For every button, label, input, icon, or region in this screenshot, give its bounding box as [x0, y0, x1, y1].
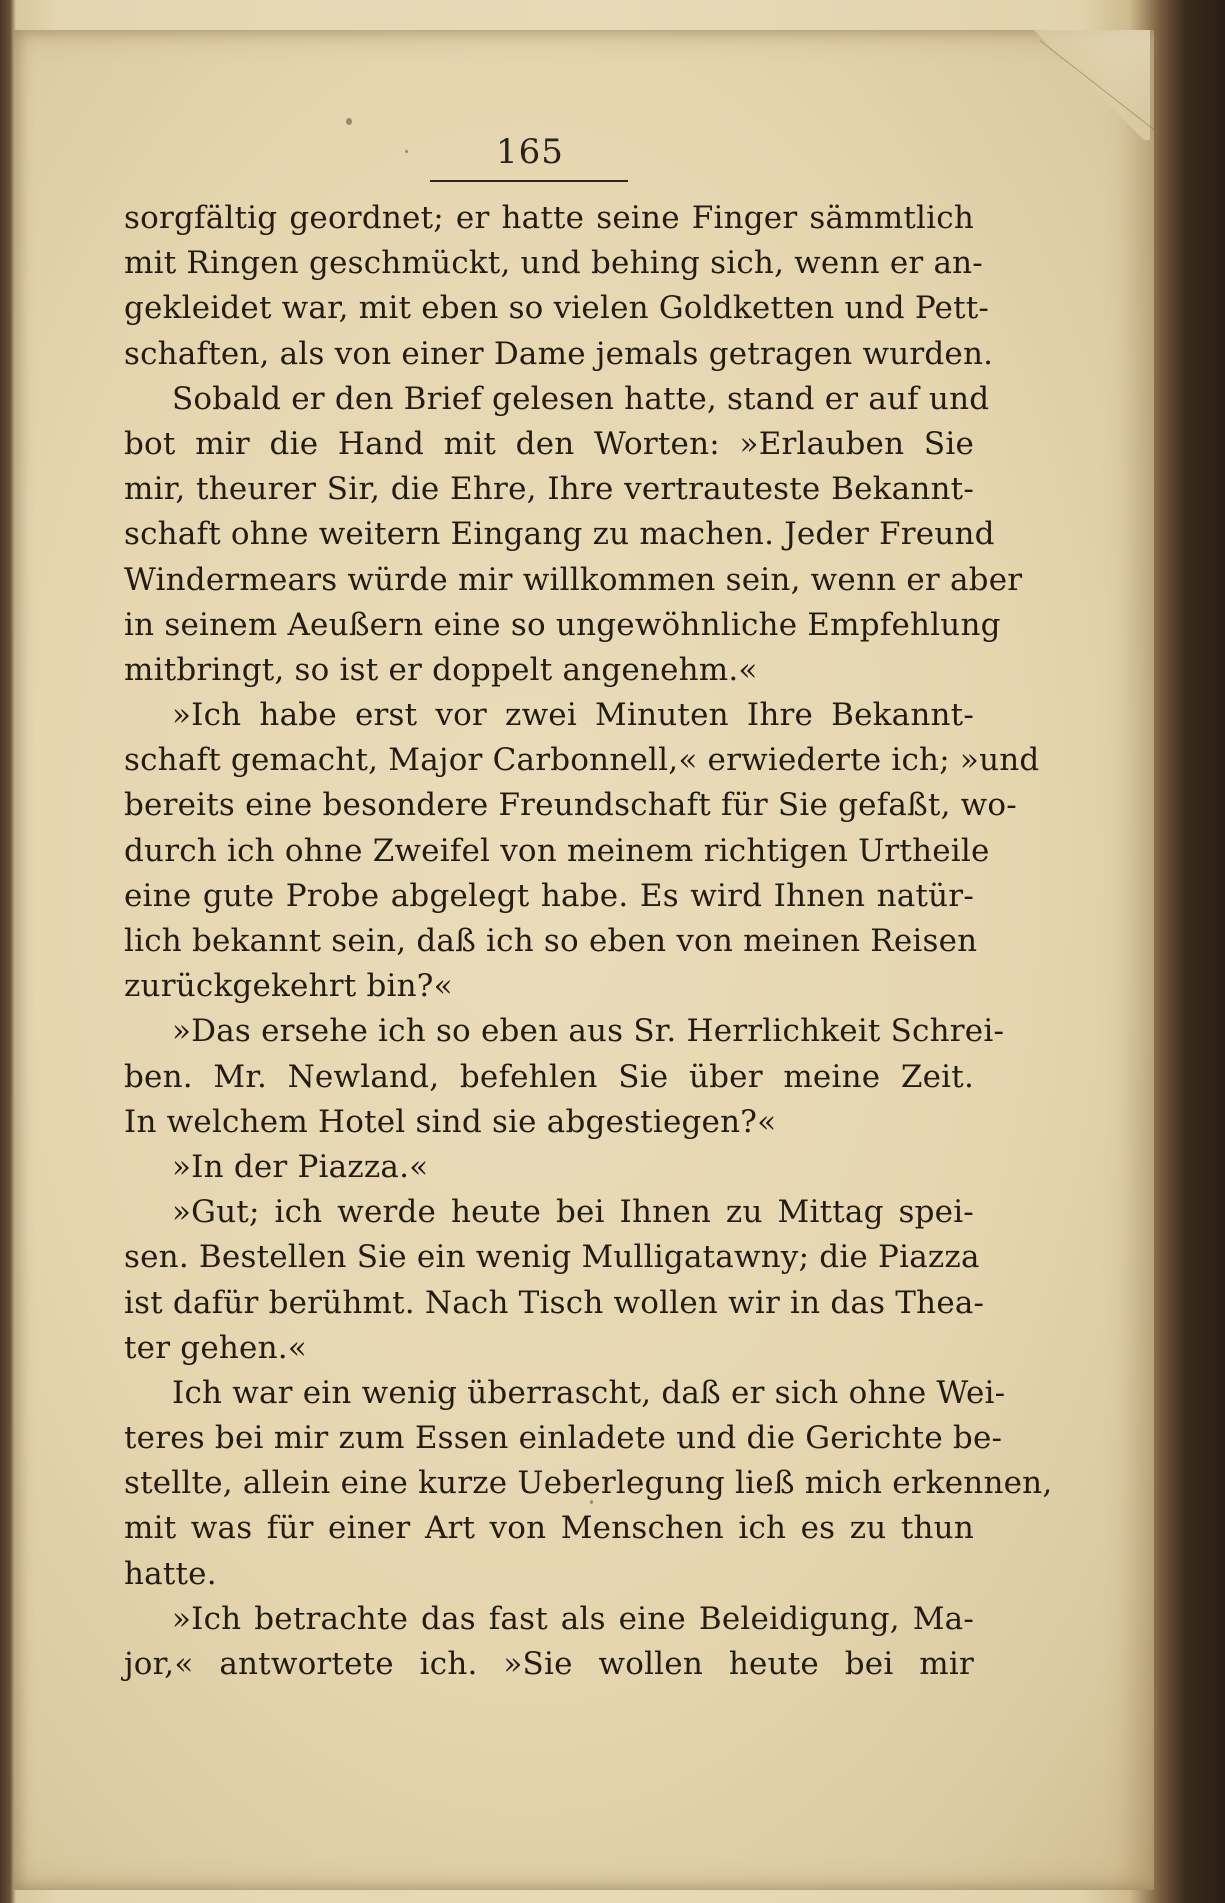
body-text: [124, 196, 1053, 1687]
text-line: Sobald er den Brief gelesen hatte, stand er auf und: [172, 380, 990, 417]
text-line: »Ich habe erst vor zwei Minuten Ihre Bekannt-: [172, 697, 974, 734]
text-line: mitbringt, so ist er doppelt angenehm.«: [124, 651, 758, 688]
text-line: zurückgekehrt bin?«: [124, 968, 453, 1005]
text-line: bot mir die Hand mit den Worten: »Erlauben Sie: [124, 425, 974, 462]
text-line: sorgfältig geordnet; er hatte seine Finger sämmtlich: [124, 200, 974, 236]
text-line: mir, theurer Sir, die Ehre, Ihre vertrauteste Bekannt-: [124, 471, 974, 508]
ink-speck: [405, 150, 408, 153]
text-line: schaft gemacht, Major Carbonnell,« erwiederte ich; »und: [124, 742, 1040, 779]
text-line: in seinem Aeußern eine so ungewöhnliche Empfehlung: [124, 606, 1001, 643]
text-line: mit Ringen geschmückt, und behing sich, wenn er an-: [124, 245, 983, 282]
text-line: sen. Bestellen Sie ein wenig Mulligatawny; die Piazza: [124, 1239, 980, 1276]
text-line: stellte, allein eine kurze Ueberlegung ließ mich erkennen,: [124, 1465, 1053, 1502]
text-line: bereits eine besondere Freundschaft für Sie gefaßt, wo-: [124, 787, 1017, 824]
text-line: Ich war ein wenig überrascht, daß er sich ohne Wei-: [172, 1374, 1006, 1411]
text-line: »Das ersehe ich so eben aus Sr. Herrlichkeit Schrei-: [172, 1013, 1005, 1050]
text-line: lich bekannt sein, daß ich so eben von meinen Reisen: [124, 923, 978, 959]
text-line: gekleidet war, mit eben so vielen Goldketten und Pett-: [124, 290, 990, 327]
text-line: eine gute Probe abgelegt habe. Es wird Ihnen natür-: [124, 877, 974, 914]
text-line: durch ich ohne Zweifel von meinem richtigen Urtheile: [124, 832, 990, 869]
text-line: ben. Mr. Newland, befehlen Sie über meine Zeit.: [124, 1058, 974, 1095]
text-line: ist dafür berühmt. Nach Tisch wollen wir in das Thea-: [124, 1284, 985, 1321]
page-number: 165: [496, 132, 564, 172]
text-line: ter gehen.«: [124, 1329, 307, 1366]
text-line: »Gut; ich werde heute bei Ihnen zu Mittag spei-: [172, 1194, 974, 1231]
text-line: schaften, als von einer Dame jemals getragen wurden.: [124, 335, 994, 372]
text-line: Windermears würde mir willkommen sein, wenn er aber: [124, 561, 1023, 598]
header-rule: [430, 180, 628, 182]
text-line: hatte.: [124, 1555, 217, 1592]
text-line: In welchem Hotel sind sie abgestiegen?«: [124, 1103, 777, 1140]
text-line: teres bei mir zum Essen einladete und die Gerichte be-: [124, 1420, 1003, 1457]
ink-speck: [346, 118, 352, 125]
text-line: »Ich betrachte das fast als eine Beleidigung, Ma-: [172, 1600, 974, 1637]
text-line: »In der Piazza.«: [172, 1148, 429, 1185]
text-line: mit was für einer Art von Menschen ich es zu thun: [124, 1510, 974, 1547]
text-line: jor,« antwortete ich. »Sie wollen heute bei mir: [124, 1646, 974, 1682]
text-line: schaft ohne weitern Eingang zu machen. Jeder Freund: [124, 516, 995, 553]
